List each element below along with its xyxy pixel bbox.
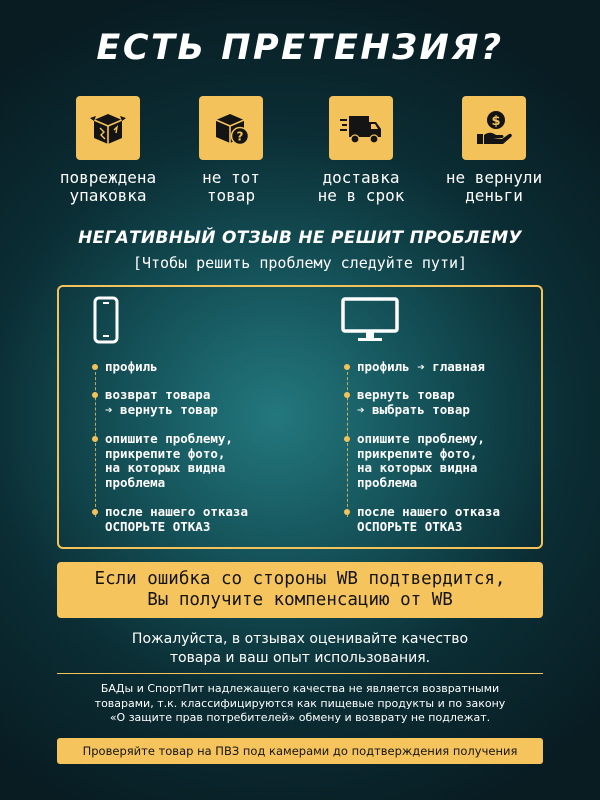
box-question-icon	[199, 96, 263, 160]
problem-label: не тот	[202, 168, 260, 187]
page-title: ЕСТЬ ПРЕТЕНЗИЯ?	[96, 28, 504, 68]
banner-line: Вы получите компенсацию от WB	[147, 590, 453, 610]
legal-note: БАДы и СпортПит надлежащего качества не является возвратными товарами, т.к. классифицируются как пищевые продукты и по закону «О защите прав потребителей» обмену и возврату не подлежат.	[94, 682, 506, 724]
mobile-step-1: профиль	[90, 360, 158, 375]
divider	[57, 673, 543, 674]
problem-label: товар	[206, 186, 256, 205]
problem-label: деньги	[465, 186, 523, 205]
banner-line: Если ошибка со стороны WB подтвердится,	[94, 569, 506, 589]
damaged-box-icon	[76, 96, 140, 160]
mobile-step-2: возврат товара ➔ вернуть товар	[90, 388, 218, 417]
mobile-step-3: опишите проблему, прикрепите фото, на которых видна проблема	[90, 432, 233, 490]
problem-label: повреждена	[59, 168, 157, 187]
desktop-step-1: профиль ➔ главная	[342, 360, 485, 375]
desktop-monitor-icon	[340, 296, 400, 346]
section-subtitle: НЕГАТИВНЫЙ ОТЗЫВ НЕ РЕШИТ ПРОБЛЕМУ	[78, 228, 522, 248]
problem-wrong-item	[165, 96, 297, 205]
check-note-banner: Проверяйте товар на ПВЗ под камерами до подтверждения получения	[57, 738, 543, 764]
delivery-truck-icon	[329, 96, 393, 160]
problem-label: доставка	[322, 168, 400, 187]
problem-damaged-package	[42, 96, 174, 205]
svg-text:?: ?	[236, 129, 244, 144]
mobile-steps	[90, 360, 310, 540]
problem-label: упаковка	[69, 186, 147, 205]
desktop-step-4: после нашего отказа ОСПОРЬТЕ ОТКАЗ	[342, 505, 500, 534]
review-request: Пожалуйста, в отзывах оценивайте качество товара и ваш опыт использования.	[131, 631, 469, 666]
problem-no-refund	[428, 96, 560, 205]
problem-label: не вернули	[445, 168, 543, 187]
money-hand-icon	[462, 96, 526, 160]
desktop-step-3: опишите проблему, прикрепите фото, на которых видна проблема	[342, 432, 485, 490]
mobile-step-4: после нашего отказа ОСПОРЬТЕ ОТКАЗ	[90, 505, 248, 534]
smartphone-icon	[86, 296, 126, 344]
problem-late-delivery	[295, 96, 427, 205]
problem-label: не в срок	[317, 186, 405, 205]
desktop-steps	[342, 360, 562, 540]
desktop-step-2: вернуть товар ➔ выбрать товар	[342, 388, 470, 417]
svg-text:$: $	[491, 114, 501, 129]
section-subnote: [Чтобы решить проблему следуйте пути]	[132, 254, 468, 272]
compensation-banner	[57, 562, 543, 618]
